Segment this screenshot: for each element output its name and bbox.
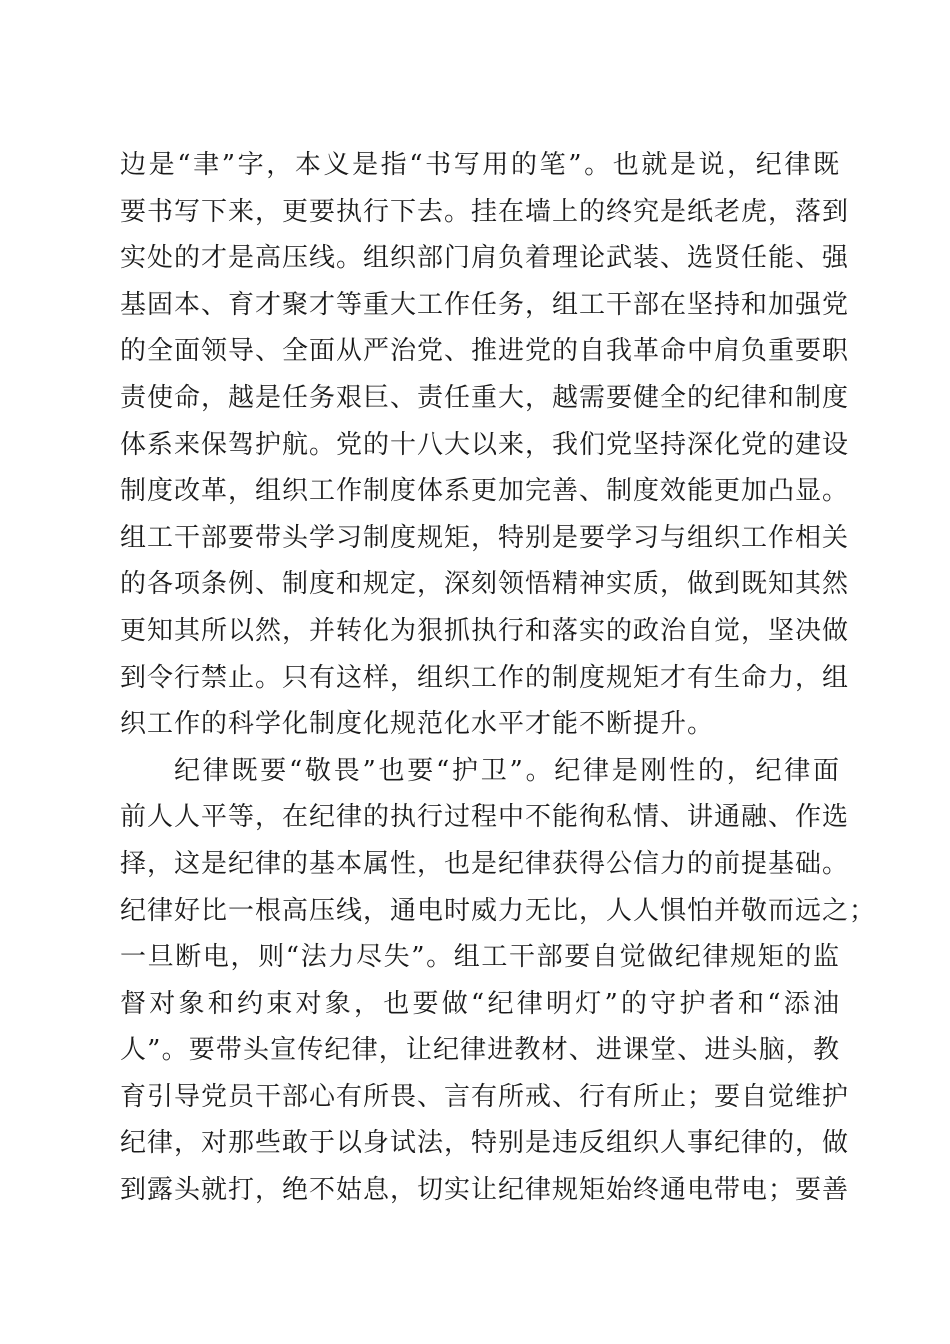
- paragraph-1: [120, 142, 850, 748]
- paragraph-1-line-1: 边是“聿”字，本义是指“书写用的笔”。也就是说，纪律既: [120, 150, 840, 180]
- paragraph-1-line-7: 体系来保驾护航。党的十八大以来，我们党坚持深化党的建设: [120, 429, 850, 460]
- paragraph-2: [120, 748, 877, 1214]
- paragraph-1-line-2: 要书写下来，更要执行下去。挂在墙上的终究是纸老虎，落到: [120, 196, 850, 227]
- paragraph-2-line-1: 纪律既要“敬畏”也要“护卫”。纪律是刚性的，纪律面: [174, 755, 840, 786]
- paragraph-1-line-13: 织工作的科学化制度化规范化水平才能不断提升。: [120, 709, 715, 740]
- paragraph-1-line-8: 制度改革，组织工作制度体系更加完善、制度效能更加凸显。: [120, 476, 850, 507]
- paragraph-1-line-6: 责使命，越是任务艰巨、责任重大，越需要健全的纪律和制度: [120, 382, 850, 413]
- paragraph-2-line-4: 纪律好比一根高压线，通电时威力无比，人人惧怕并敬而远之；: [120, 895, 877, 926]
- paragraph-1-line-12: 到令行禁止。只有这样，组织工作的制度规矩才有生命力，组: [120, 662, 850, 693]
- paragraph-2-line-2: 前人人平等，在纪律的执行过程中不能徇私情、讲通融、作选: [120, 802, 850, 833]
- paragraph-2-line-5: 一旦断电，则“法力尽失”。组工干部要自觉做纪律规矩的监: [120, 942, 840, 973]
- document-body: [120, 142, 877, 1214]
- paragraph-2-line-7: 人”。要带头宣传纪律，让纪律进教材、进课堂、进头脑，教: [120, 1035, 840, 1066]
- paragraph-1-line-9: 组工干部要带头学习制度规矩，特别是要学习与组织工作相关: [120, 522, 850, 553]
- paragraph-2-line-9: 纪律，对那些敢于以身试法，特别是违反组织人事纪律的，做: [120, 1128, 850, 1159]
- paragraph-2-line-8: 育引导党员干部心有所畏、言有所戒、行有所止；要自觉维护: [120, 1081, 850, 1112]
- paragraph-2-line-10: 到露头就打，绝不姑息，切实让纪律规矩始终通电带电；要善: [120, 1175, 850, 1206]
- paragraph-1-line-11: 更知其所以然，并转化为狠抓执行和落实的政治自觉，坚决做: [120, 615, 850, 646]
- paragraph-1-line-3: 实处的才是高压线。组织部门肩负着理论武装、选贤任能、强: [120, 243, 850, 274]
- paragraph-1-line-4: 基固本、育才聚才等重大工作任务，组工干部在坚持和加强党: [120, 289, 850, 320]
- paragraph-2-line-6: 督对象和约束对象，也要做“纪律明灯”的守护者和“添油: [120, 988, 840, 1019]
- paragraph-1-line-5: 的全面领导、全面从严治党、推进党的自我革命中肩负重要职: [120, 336, 850, 367]
- paragraph-2-line-3: 择，这是纪律的基本属性，也是纪律获得公信力的前提基础。: [120, 848, 850, 879]
- paragraph-1-line-10: 的各项条例、制度和规定，深刻领悟精神实质，做到既知其然: [120, 569, 850, 600]
